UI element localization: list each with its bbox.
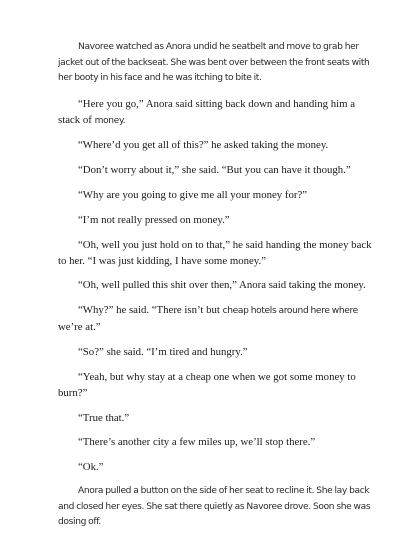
paragraph-9: [58, 302, 376, 335]
paragraph-15: [58, 484, 376, 531]
paragraph-2: [58, 96, 376, 129]
paragraph-text: Navoree watched as Anora undid he seatbelt and move to grab her jacket out of the backseat. She was bent over between the front seats with her booty in his face and he was itching to bite it.: [58, 42, 370, 84]
paragraph-text: “Here you go,” Anora said sitting back down and handing him a stack of: [58, 97, 356, 126]
paragraph-7: [58, 237, 376, 269]
paragraph-14: [58, 459, 376, 475]
paragraph-text: “Oh, well pulled this shit over then,” Anora said taking the money.: [78, 279, 366, 292]
paragraph-text: “Where’d you get all of this?” he asked taking the money.: [78, 139, 329, 152]
paragraph-text: “So?” she said. “I’m tired and hungry.”: [78, 345, 248, 358]
paragraph-6: [58, 212, 376, 228]
paragraph-text: “Oh, well you just hold on to that,” he said handing the money back to her. “I was just kidding, I have some money.”: [58, 238, 372, 267]
paragraph-text-tail: we’re at.”: [58, 321, 101, 334]
paragraph-text: “There’s another city a few miles up, we’ll stop there.”: [78, 436, 316, 449]
paragraph-text: “True that.”: [78, 411, 130, 424]
paragraph-text: “Don’t worry about it,” she said. “But you can have it though.”: [78, 164, 351, 177]
paragraph-10: [58, 344, 376, 360]
paragraph-8: [58, 277, 376, 293]
paragraph-13: [58, 434, 376, 450]
paragraph-text: “Why?” he said. “There isn’t but: [78, 304, 223, 317]
paragraph-text: “Yeah, but why stay at a cheap one when we got some money to burn?”: [58, 370, 356, 399]
paragraph-11: [58, 369, 376, 401]
paragraph-text-thin: money.: [94, 115, 126, 126]
paragraph-1: [58, 40, 376, 87]
paragraph-text: “Why are you going to give me all your money for?”: [78, 188, 308, 201]
paragraph-3: [58, 137, 376, 153]
paragraph-4: [58, 162, 376, 178]
paragraph-5: [58, 187, 376, 203]
paragraph-text: “Ok.”: [78, 461, 104, 474]
paragraph-text-thin: cheap hotels around here where: [222, 306, 358, 317]
paragraph-text: Anora pulled a button on the side of her seat to recline it. She lay back and closed her eyes. She sat there quietly as Navoree drove. Soon she was dosing off.: [58, 485, 371, 528]
document-page: [58, 40, 376, 540]
paragraph-12: [58, 410, 376, 426]
paragraph-text: “I’m not really pressed on money.”: [78, 213, 230, 226]
